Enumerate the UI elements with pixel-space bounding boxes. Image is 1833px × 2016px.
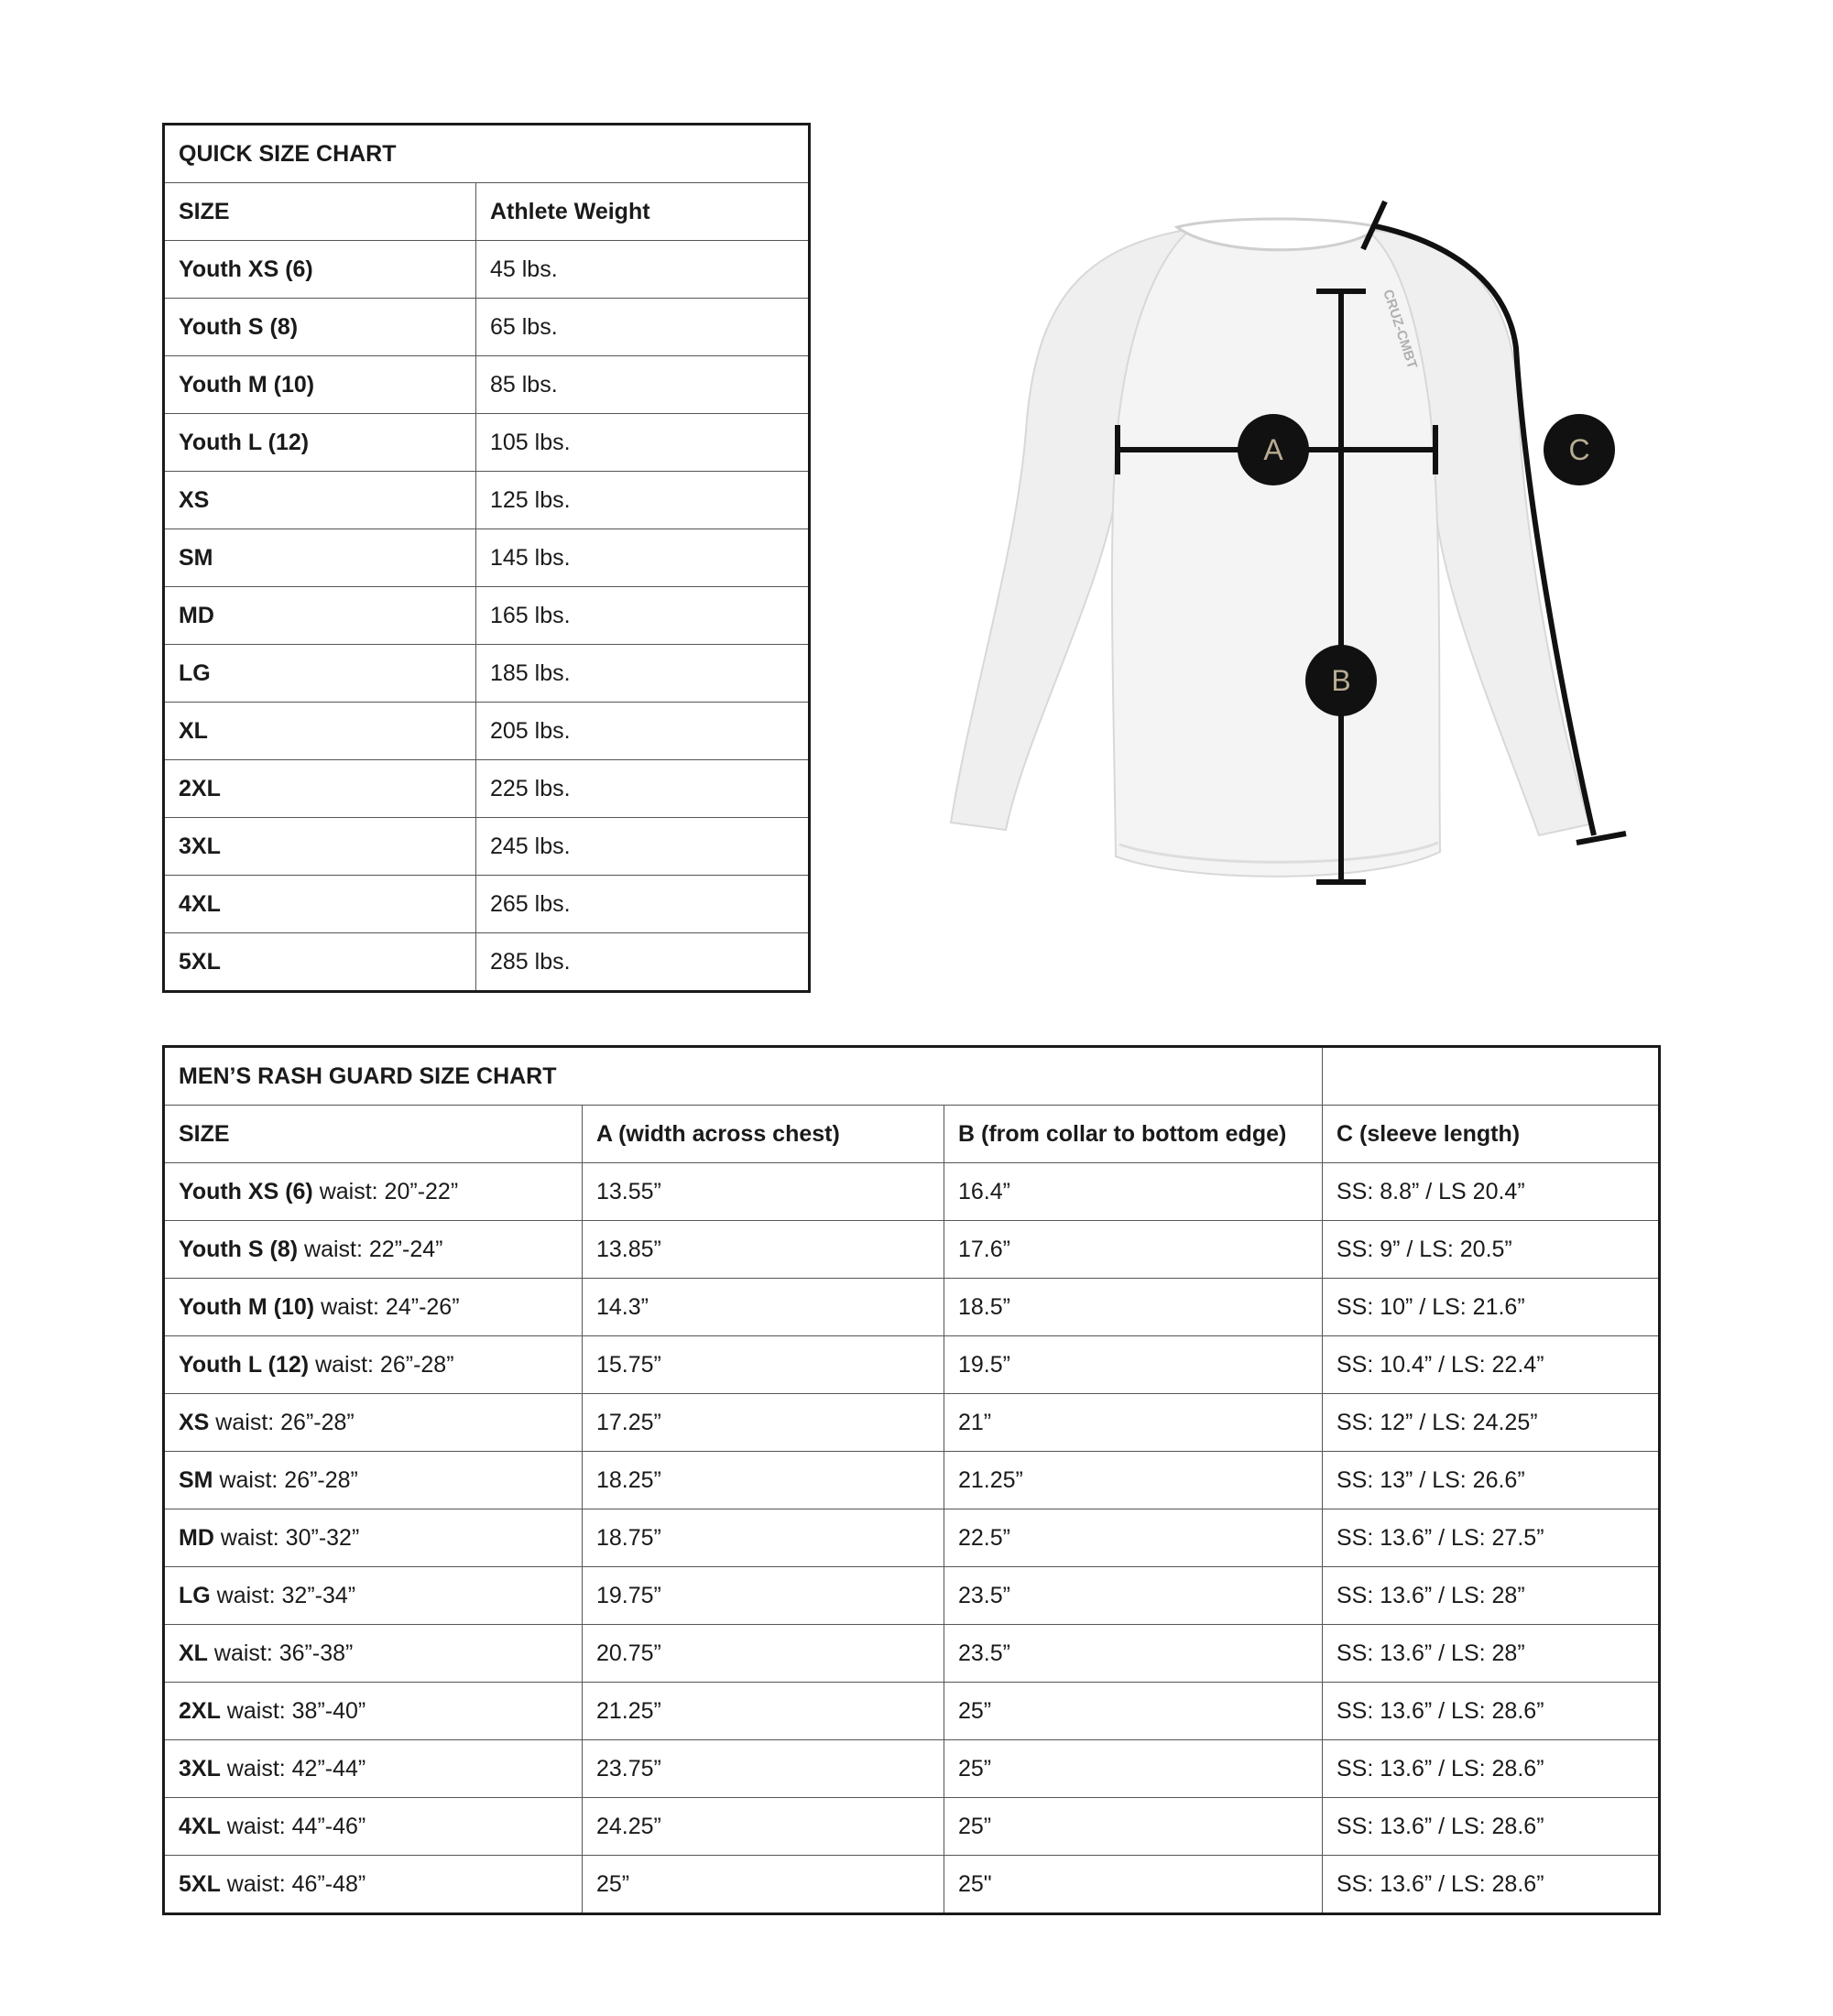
weight-cell: 265 lbs. xyxy=(476,876,810,933)
size-cell: 2XL xyxy=(164,760,476,818)
mens-header-size: SIZE xyxy=(164,1106,583,1163)
table-row xyxy=(164,1452,1660,1509)
body-length-cell: 25” xyxy=(944,1683,1323,1740)
chest-width-cell: 19.75” xyxy=(583,1567,944,1625)
size-cell xyxy=(164,1279,583,1336)
body-length-cell: 18.5” xyxy=(944,1279,1323,1336)
table-row xyxy=(164,1856,1660,1914)
table-row xyxy=(164,1279,1660,1336)
badge-c xyxy=(1544,414,1615,485)
sleeve-length-cell: SS: 13.6” / LS: 27.5” xyxy=(1323,1509,1660,1567)
table-row xyxy=(164,703,810,760)
body-length-cell: 19.5” xyxy=(944,1336,1323,1394)
table-row xyxy=(164,1394,1660,1452)
size-cell xyxy=(164,1567,583,1625)
body-length-cell: 17.6” xyxy=(944,1221,1323,1279)
weight-cell: 125 lbs. xyxy=(476,472,810,529)
body-length-cell: 22.5” xyxy=(944,1509,1323,1567)
table-row xyxy=(164,1683,1660,1740)
sleeve-length-cell: SS: 13” / LS: 26.6” xyxy=(1323,1452,1660,1509)
sleeve-length-cell: SS: 13.6” / LS: 28.6” xyxy=(1323,1856,1660,1914)
weight-cell: 185 lbs. xyxy=(476,645,810,703)
body-length-cell: 25” xyxy=(944,1798,1323,1856)
body-length-cell: 21” xyxy=(944,1394,1323,1452)
size-cell xyxy=(164,1452,583,1509)
chest-width-cell: 20.75” xyxy=(583,1625,944,1683)
mens-chart-title-empty-cell xyxy=(1323,1047,1660,1106)
size-label: Youth M (10) xyxy=(179,1293,315,1320)
table-row xyxy=(164,876,810,933)
table-row xyxy=(164,356,810,414)
sleeve-length-cell: SS: 13.6” / LS: 28” xyxy=(1323,1625,1660,1683)
waist-range: waist: 22”-24” xyxy=(298,1236,443,1262)
size-cell: Youth L (12) xyxy=(164,414,476,472)
quick-chart-title-row xyxy=(164,125,810,183)
quick-size-chart-body xyxy=(164,125,810,992)
chest-width-cell: 24.25” xyxy=(583,1798,944,1856)
quick-chart-header-row xyxy=(164,183,810,241)
size-cell xyxy=(164,1163,583,1221)
waist-range: waist: 26”-28” xyxy=(209,1409,355,1435)
size-cell: XS xyxy=(164,472,476,529)
body-length-cell: 25” xyxy=(944,1740,1323,1798)
quick-chart-header-weight: Athlete Weight xyxy=(476,183,810,241)
size-cell xyxy=(164,1856,583,1914)
size-label: Youth XS (6) xyxy=(179,1178,313,1204)
size-label: XS xyxy=(179,1409,210,1435)
badge-b-label: B xyxy=(1331,664,1351,697)
size-cell: 5XL xyxy=(164,933,476,992)
mens-rash-guard-size-chart xyxy=(162,1045,1661,1915)
chest-width-cell: 14.3” xyxy=(583,1279,944,1336)
mens-chart-header-row xyxy=(164,1106,1660,1163)
size-cell: 3XL xyxy=(164,818,476,876)
waist-range: waist: 46”-48” xyxy=(220,1870,366,1897)
weight-cell: 65 lbs. xyxy=(476,299,810,356)
waist-range: waist: 38”-40” xyxy=(220,1697,366,1724)
sleeve-length-cell: SS: 10” / LS: 21.6” xyxy=(1323,1279,1660,1336)
table-row xyxy=(164,760,810,818)
size-cell xyxy=(164,1394,583,1452)
table-row xyxy=(164,1509,1660,1567)
body-length-cell: 16.4” xyxy=(944,1163,1323,1221)
size-label: 5XL xyxy=(179,1870,221,1897)
size-label: LG xyxy=(179,1582,211,1608)
quick-size-chart xyxy=(162,123,811,993)
size-cell xyxy=(164,1625,583,1683)
size-label: SM xyxy=(179,1466,213,1493)
table-row xyxy=(164,587,810,645)
mens-chart-body xyxy=(164,1047,1660,1914)
mens-chart-title: MEN’S RASH GUARD SIZE CHART xyxy=(164,1047,1323,1106)
size-cell: Youth M (10) xyxy=(164,356,476,414)
shirt-illustration xyxy=(951,219,1589,877)
mens-header-c: C (sleeve length) xyxy=(1323,1106,1660,1163)
table-row xyxy=(164,241,810,299)
table-row xyxy=(164,414,810,472)
chest-width-cell: 23.75” xyxy=(583,1740,944,1798)
sleeve-length-bottom-cap xyxy=(1577,834,1626,843)
table-row xyxy=(164,472,810,529)
chest-width-cell: 18.25” xyxy=(583,1452,944,1509)
mens-header-a: A (width across chest) xyxy=(583,1106,944,1163)
badge-a xyxy=(1238,414,1309,485)
waist-range: waist: 30”-32” xyxy=(213,1524,360,1551)
table-row xyxy=(164,299,810,356)
size-cell xyxy=(164,1509,583,1567)
badge-a-label: A xyxy=(1263,433,1283,466)
size-cell: Youth XS (6) xyxy=(164,241,476,299)
chest-width-cell: 21.25” xyxy=(583,1683,944,1740)
body-length-cell: 23.5” xyxy=(944,1625,1323,1683)
badge-b xyxy=(1305,645,1377,716)
table-row xyxy=(164,933,810,992)
mens-header-b: B (from collar to bottom edge) xyxy=(944,1106,1323,1163)
waist-range: waist: 26”-28” xyxy=(309,1351,454,1378)
size-cell: Youth S (8) xyxy=(164,299,476,356)
weight-cell: 245 lbs. xyxy=(476,818,810,876)
sleeve-length-cell: SS: 8.8” / LS 20.4” xyxy=(1323,1163,1660,1221)
waist-range: waist: 44”-46” xyxy=(220,1813,366,1839)
size-cell: SM xyxy=(164,529,476,587)
size-cell: XL xyxy=(164,703,476,760)
size-label: Youth S (8) xyxy=(179,1236,299,1262)
body-length-cell: 23.5” xyxy=(944,1567,1323,1625)
table-row xyxy=(164,1740,1660,1798)
sleeve-length-cell: SS: 13.6” / LS: 28.6” xyxy=(1323,1740,1660,1798)
size-label: Youth L (12) xyxy=(179,1351,310,1378)
sleeve-length-cell: SS: 13.6” / LS: 28” xyxy=(1323,1567,1660,1625)
chest-width-cell: 18.75” xyxy=(583,1509,944,1567)
chest-width-cell: 25” xyxy=(583,1856,944,1914)
waist-range: waist: 26”-28” xyxy=(213,1466,358,1493)
table-row xyxy=(164,1567,1660,1625)
body-length-cell: 25" xyxy=(944,1856,1323,1914)
table-row xyxy=(164,529,810,587)
size-label: 3XL xyxy=(179,1755,221,1782)
chest-width-cell: 13.55” xyxy=(583,1163,944,1221)
waist-range: waist: 36”-38” xyxy=(207,1640,354,1666)
size-label: XL xyxy=(179,1640,208,1666)
sleeve-length-cell: SS: 13.6” / LS: 28.6” xyxy=(1323,1798,1660,1856)
waist-range: waist: 42”-44” xyxy=(220,1755,366,1782)
weight-cell: 205 lbs. xyxy=(476,703,810,760)
weight-cell: 165 lbs. xyxy=(476,587,810,645)
badge-c-label: C xyxy=(1568,433,1590,466)
table-row xyxy=(164,1163,1660,1221)
shirt-measurement-diagram xyxy=(916,179,1667,911)
waist-range: waist: 32”-34” xyxy=(210,1582,356,1608)
size-cell xyxy=(164,1798,583,1856)
table-row xyxy=(164,645,810,703)
table-row xyxy=(164,818,810,876)
sleeve-length-cell: SS: 13.6” / LS: 28.6” xyxy=(1323,1683,1660,1740)
size-cell: 4XL xyxy=(164,876,476,933)
weight-cell: 285 lbs. xyxy=(476,933,810,992)
size-cell: MD xyxy=(164,587,476,645)
waist-range: waist: 20”-22” xyxy=(312,1178,459,1204)
table-row xyxy=(164,1798,1660,1856)
sleeve-length-cell: SS: 9” / LS: 20.5” xyxy=(1323,1221,1660,1279)
weight-cell: 225 lbs. xyxy=(476,760,810,818)
quick-chart-header-size: SIZE xyxy=(164,183,476,241)
size-cell xyxy=(164,1683,583,1740)
waist-range: waist: 24”-26” xyxy=(314,1293,460,1320)
weight-cell: 45 lbs. xyxy=(476,241,810,299)
weight-cell: 145 lbs. xyxy=(476,529,810,587)
sleeve-length-cell: SS: 10.4” / LS: 22.4” xyxy=(1323,1336,1660,1394)
size-label: MD xyxy=(179,1524,214,1551)
weight-cell: 85 lbs. xyxy=(476,356,810,414)
chest-width-cell: 13.85” xyxy=(583,1221,944,1279)
quick-chart-title: QUICK SIZE CHART xyxy=(164,125,810,183)
chest-width-cell: 15.75” xyxy=(583,1336,944,1394)
table-row xyxy=(164,1221,1660,1279)
mens-chart-title-row xyxy=(164,1047,1660,1106)
size-label: 4XL xyxy=(179,1813,221,1839)
size-cell xyxy=(164,1221,583,1279)
table-row xyxy=(164,1336,1660,1394)
size-cell: LG xyxy=(164,645,476,703)
brand-mark: CRUZ-CMBT xyxy=(1380,287,1421,371)
size-cell xyxy=(164,1740,583,1798)
size-label: 2XL xyxy=(179,1697,221,1724)
body-length-cell: 21.25” xyxy=(944,1452,1323,1509)
chest-width-cell: 17.25” xyxy=(583,1394,944,1452)
size-cell xyxy=(164,1336,583,1394)
weight-cell: 105 lbs. xyxy=(476,414,810,472)
table-row xyxy=(164,1625,1660,1683)
sleeve-length-cell: SS: 12” / LS: 24.25” xyxy=(1323,1394,1660,1452)
